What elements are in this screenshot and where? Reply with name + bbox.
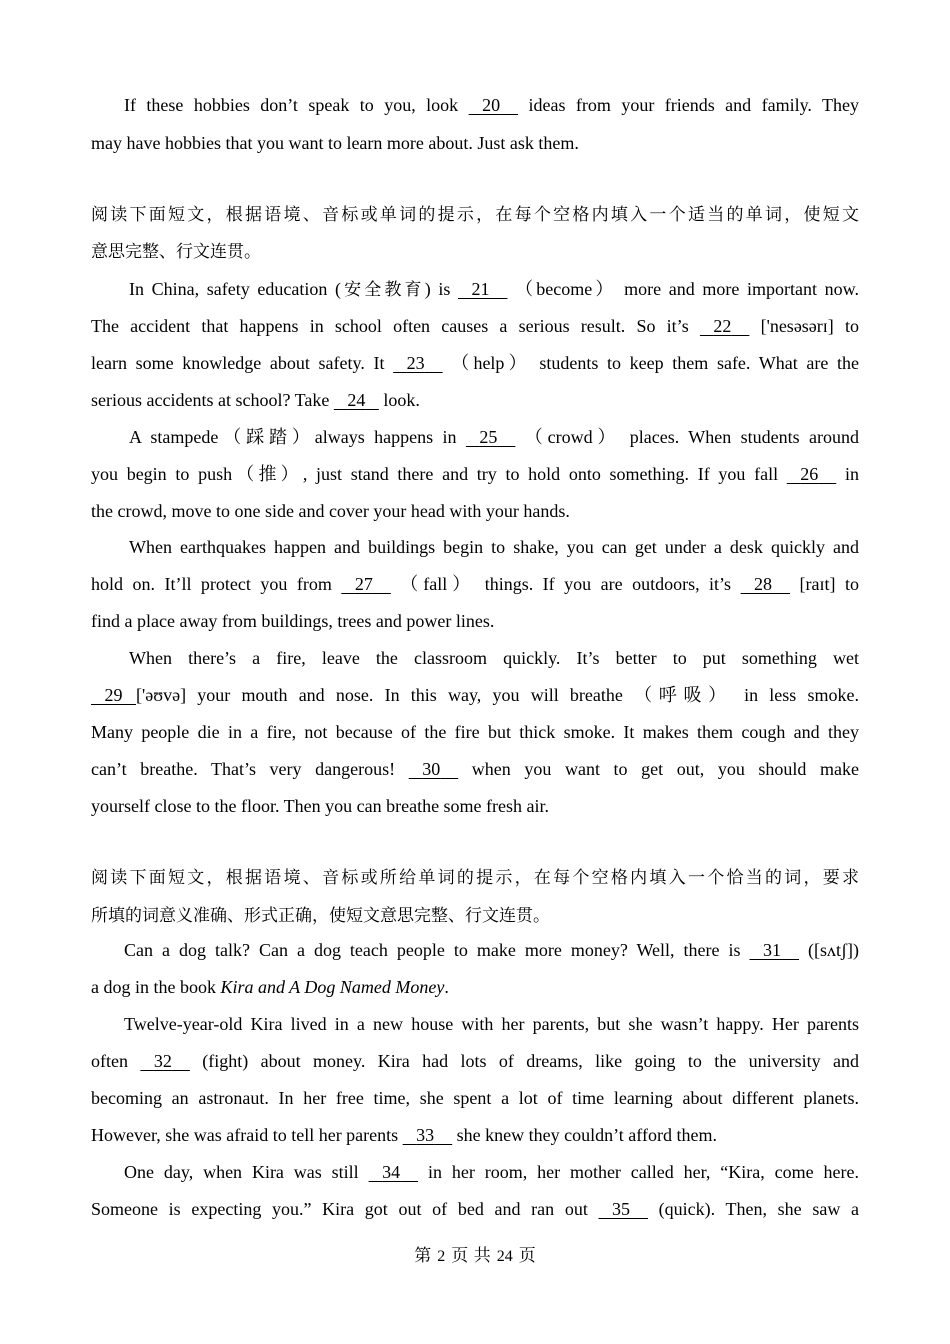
- blank-27: 27: [354, 574, 373, 594]
- paragraph-line: Twelve-year-old Kira lived in a new house with her parents, but she wasn’t happy. Her parents: [124, 1014, 859, 1034]
- paragraph-line: yourself close to the floor. Then you can breathe some fresh air.: [91, 796, 550, 816]
- blank-25: 25: [479, 427, 498, 447]
- page-total: 24: [496, 1248, 513, 1265]
- blank-23: 23: [406, 353, 425, 373]
- blank-34: 34: [382, 1162, 401, 1182]
- paragraph-line: When there’s a fire, leave the classroom quickly. It’s better to put something wet: [129, 648, 859, 668]
- paragraph-line: the crowd, move to one side and cover your head with your hands.: [91, 501, 570, 521]
- paragraph-line: The accident that happens in school often causes a serious result. So it’s 22 ['nesəsərɪ] to: [91, 316, 859, 336]
- blank-21: 21: [471, 279, 490, 299]
- paragraph-line: serious accidents at school? Take 24 look.: [91, 390, 420, 410]
- paragraph-line: often 32 (fight) about money. Kira had lots of dreams, like going to the university and: [91, 1051, 859, 1071]
- paragraph-line: In China, safety education (安全教育) is 21 （become） more and more important now.: [129, 279, 859, 300]
- paragraph-line: you begin to push（推）, just stand there and try to hold onto something. If you fall 26 in: [91, 464, 859, 484]
- paragraph-line: Can a dog talk? Can a dog teach people to make more money? Well, there is 31 ([sʌtʃ]): [124, 940, 859, 960]
- blank-30: 30: [422, 759, 441, 779]
- paragraph-line: When earthquakes happen and buildings begin to shake, you can get under a desk quickly and: [129, 537, 859, 557]
- blank-32: 32: [153, 1051, 172, 1071]
- blank-24: 24: [347, 390, 366, 410]
- paragraph-line: a dog in the book Kira and A Dog Named Money.: [91, 977, 449, 997]
- section-instructions: 阅读下面短文，根据语境、音标或单词的提示，在每个空格内填入一个适当的单词，使短文: [91, 205, 859, 225]
- paragraph-line: However, she was afraid to tell her parents 33 she knew they couldn’t afford them.: [91, 1125, 717, 1145]
- paragraph-line: One day, when Kira was still 34 in her room, her mother called her, “Kira, come here.: [124, 1162, 859, 1182]
- section-instructions: 意思完整、行文连贯。: [91, 242, 261, 262]
- blank-22: 22: [713, 316, 732, 336]
- paragraph-line: find a place away from buildings, trees and power lines.: [91, 611, 495, 631]
- paragraph-line: hold on. It’ll protect you from 27 （fall） things. If you are outdoors, it’s 28 [raɪt] to: [91, 574, 859, 594]
- paragraph-line: can’t breathe. That’s very dangerous! 30 when you want to get out, you should make: [91, 759, 859, 779]
- paragraph-line: learn some knowledge about safety. It 23 （help） students to keep them safe. What are the: [91, 353, 859, 373]
- blank-31: 31: [763, 940, 782, 960]
- paragraph-line: If these hobbies don’t speak to you, look 20 ideas from your friends and family. They: [124, 95, 860, 115]
- page-number: 2: [437, 1248, 446, 1265]
- paragraph-line: Someone is expecting you.” Kira got out of bed and ran out 35 (quick). Then, she saw a: [91, 1199, 859, 1219]
- section-instructions: 阅读下面短文，根据语境、音标或所给单词的提示，在每个空格内填入一个恰当的词，要求: [91, 868, 859, 888]
- paragraph-line: Many people die in a fire, not because of the fire but thick smoke. It makes them cough and they: [91, 722, 859, 742]
- blank-35: 35: [612, 1199, 630, 1219]
- blank-20: 20: [482, 95, 501, 115]
- paragraph-line: 29 ['əʊvə] your mouth and nose. In this way, you will breathe （呼吸） in less smoke.: [91, 683, 859, 707]
- paragraph-line: may have hobbies that you want to learn more about. Just ask them.: [91, 133, 579, 153]
- blank-26: 26: [800, 464, 819, 484]
- blank-29: 29: [104, 685, 123, 705]
- section-instructions: 所填的词意义准确、形式正确，使短文意思完整、行文连贯。: [91, 906, 550, 926]
- book-title: Kira and A Dog Named Money: [220, 977, 445, 997]
- blank-33: 33: [416, 1125, 435, 1145]
- blank-28: 28: [754, 574, 773, 594]
- paragraph-line: becoming an astronaut. In her free time, she spent a lot of time learning about different planets.: [91, 1088, 859, 1108]
- page-footer: 第 2 页 共 24 页: [414, 1246, 536, 1266]
- paragraph-line: A stampede（踩踏）always happens in 25 （crowd） places. When students around: [129, 427, 860, 447]
